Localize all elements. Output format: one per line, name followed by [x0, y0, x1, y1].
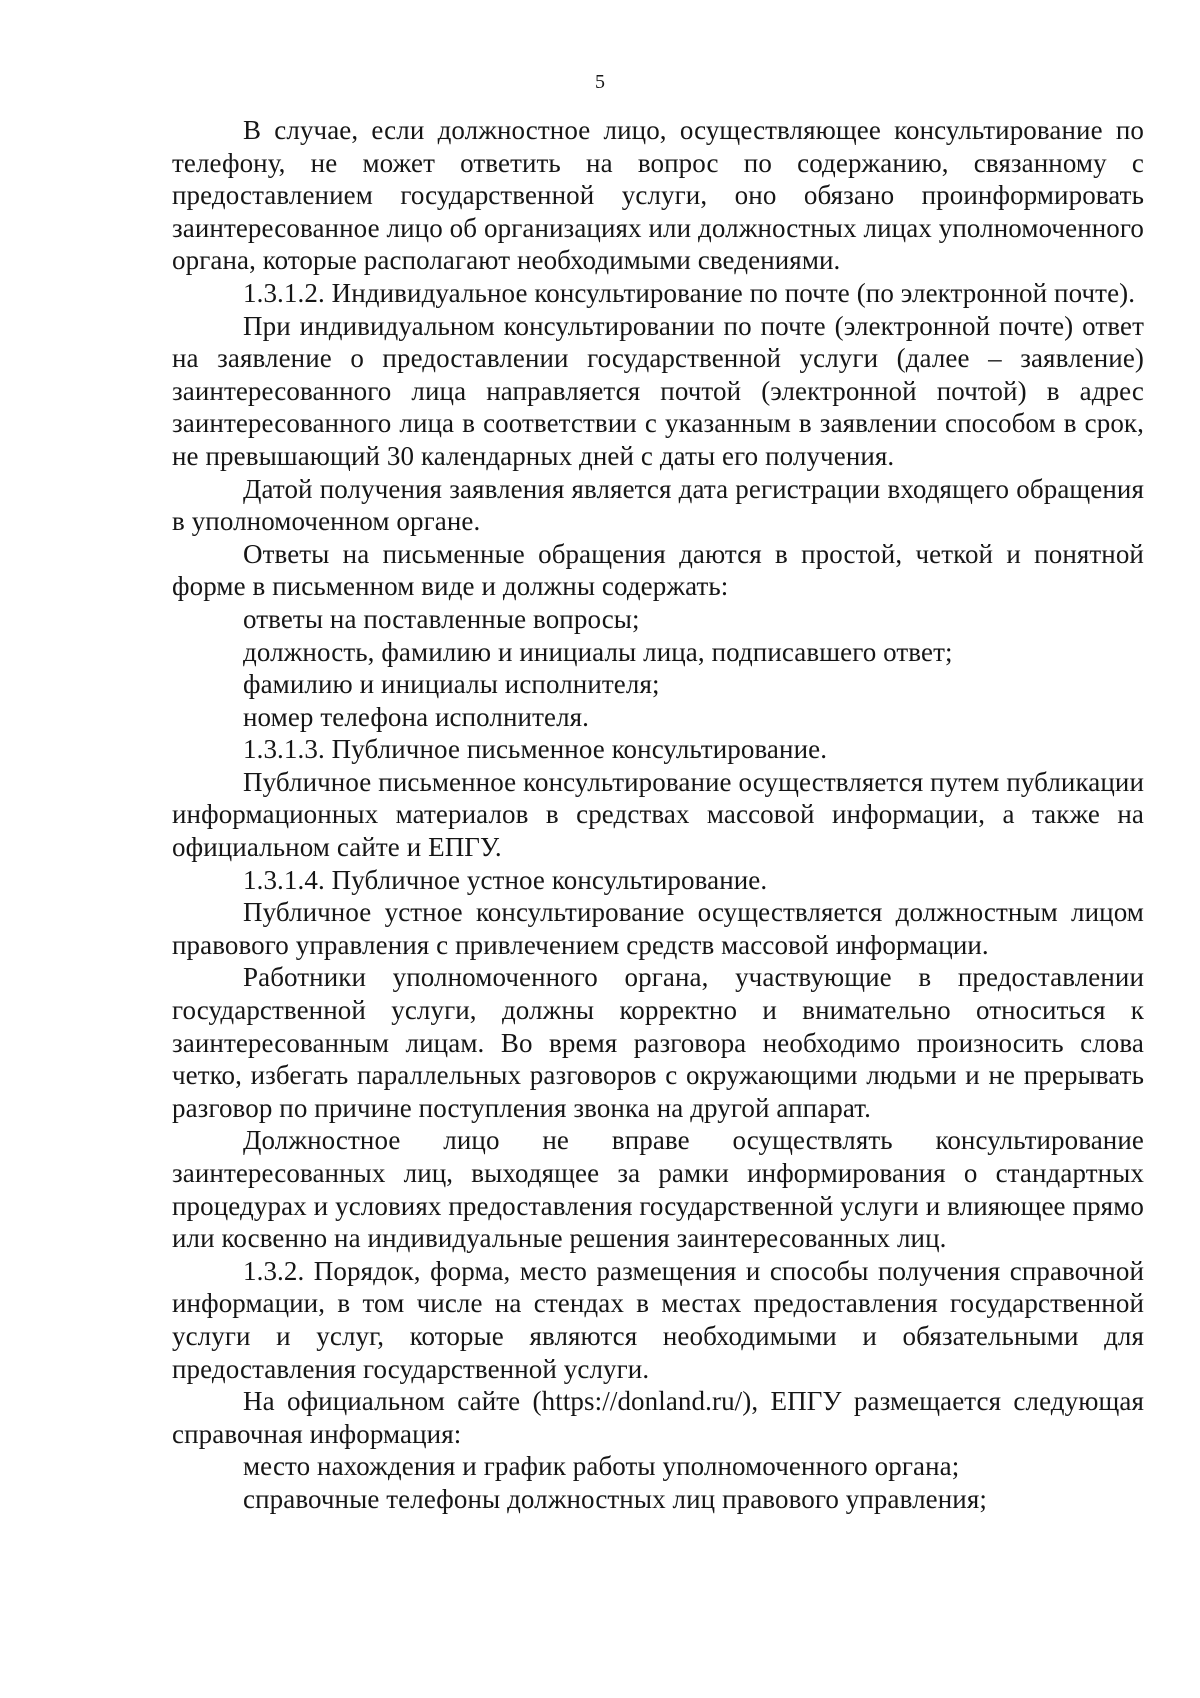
list-item: номер телефона исполнителя. [243, 701, 590, 732]
paragraph-section-1-3-1-4: 1.3.1.4. Публичное устное консультирование. [243, 864, 768, 895]
list-item: справочные телефоны должностных лиц правового управления; [243, 1483, 987, 1514]
paragraph-written-answers: Ответы на письменные обращения даются в простой, четкой и понятной форме в письменном виде и должны содержать: [172, 538, 1144, 602]
paragraph-section-1-3-2: 1.3.2. Порядок, форма, место размещения и способы получения справочной информации, в том числе на стендах в местах предоставления государственной услуги и услуг, которые являются необходимыми и обязательными для предоставления государственной услуги. [172, 1255, 1144, 1384]
list-item: фамилию и инициалы исполнителя; [243, 669, 660, 700]
paragraph-phone-consultation: В случае, если должностное лицо, осуществляющее консультирование по телефону, не может ответить на вопрос по содержанию, связанному с предоставлением государственной услуги, оно обязано проинформировать заинтересованное лицо об организациях или должностных лицах уполномоченного органа, которые располагают необходимыми сведениями. [172, 115, 1144, 276]
paragraph-official-site: На официальном сайте (https://donland.ru/), ЕПГУ размещается следующая справочная информация: [172, 1386, 1144, 1449]
list-item: ответы на поставленные вопросы; [243, 603, 640, 634]
paragraph-section-1-3-1-2: 1.3.1.2. Индивидуальное консультирование по почте (по электронной почте). [243, 277, 1136, 308]
paragraph-public-oral: Публичное устное консультирование осуществляется должностным лицом правового управления с привлечением средств массовой информации. [172, 897, 1144, 960]
list-item: место нахождения и график работы уполномоченного органа; [243, 1451, 960, 1482]
list-item: должность, фамилию и инициалы лица, подписавшего ответ; [243, 636, 953, 667]
paragraph-official-restrictions: Должностное лицо не вправе осуществлять консультирование заинтересованных лиц, выходящее за рамки информирования о стандартных процедурах и условиях предоставления государственной услуги и влияющее прямо или косвенно на индивидуальные решения заинтересованных лиц. [172, 1125, 1144, 1254]
document-body [172, 114, 1144, 1516]
paragraph-public-written: Публичное письменное консультирование осуществляется путем публикации информационных материалов в средствах массовой информации, а также на официальном сайте и ЕПГУ. [172, 766, 1144, 863]
paragraph-employees-conduct: Работники уполномоченного органа, участвующие в предоставлении государственной услуги, должны корректно и внимательно относиться к заинтересованным лицам. Во время разговора необходимо произносить слова четко, избегать параллельных разговоров с окружающими людьми и не прерывать разговор по причине поступления звонка на другой аппарат. [172, 962, 1144, 1123]
paragraph-email-consultation: При индивидуальном консультировании по почте (электронной почте) ответ на заявление о предоставлении государственной услуги (далее – заявление) заинтересованного лица направляется почтой (электронной почтой) в адрес заинтересованного лица в соответствии с указанным в заявлении способом в срок, не превышающий 30 календарных дней с даты его получения. [172, 310, 1144, 471]
page-number: 5 [595, 71, 605, 93]
paragraph-section-1-3-1-3: 1.3.1.3. Публичное письменное консультирование. [243, 734, 828, 765]
paragraph-receipt-date: Датой получения заявления является дата регистрации входящего обращения в уполномоченном органе. [172, 473, 1144, 537]
